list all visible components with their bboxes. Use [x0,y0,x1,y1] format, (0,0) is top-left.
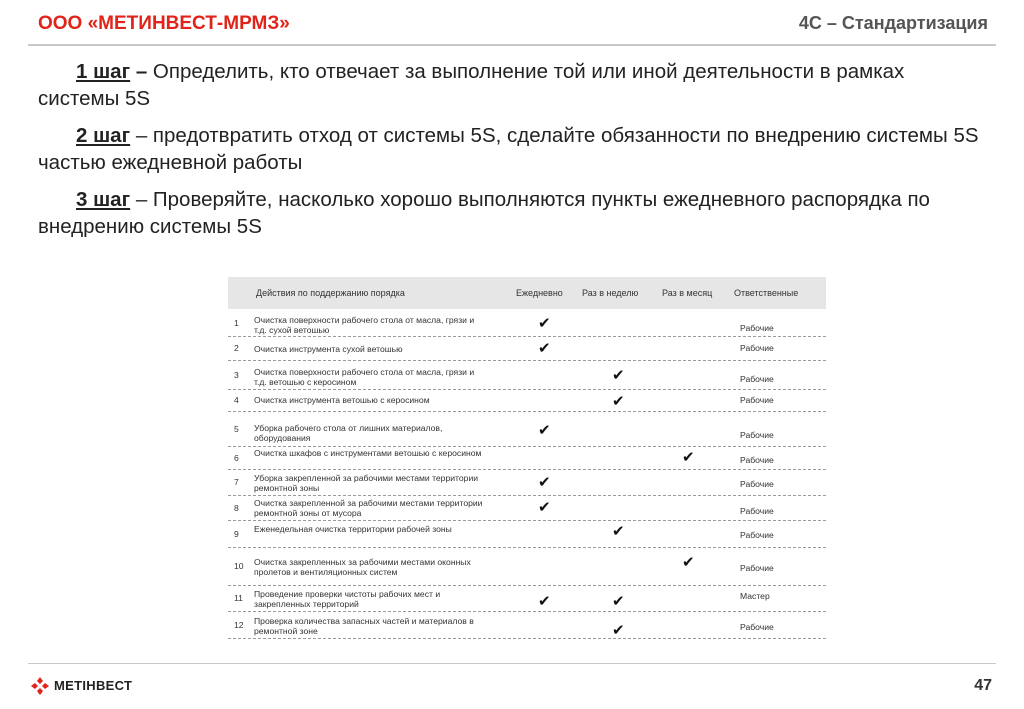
checkmark-icon: ✔ [538,422,551,439]
row-number: 8 [234,502,239,513]
step-label: 1 шаг [76,60,131,83]
logo-text: МЕТІНВЕСТ [54,678,133,693]
row-responsible: Рабочие [740,530,774,540]
col-header-responsible: Ответственные [734,288,799,298]
checkmark-icon: ✔ [538,499,551,516]
slide-header [0,0,1024,46]
footer-divider [28,663,996,664]
row-responsible: Рабочие [740,374,774,384]
table-row [228,411,826,447]
table-row [228,520,826,548]
col-header-daily: Ежедневно [516,288,563,298]
row-action-text: Уборка закрепленной за рабочими местами территории ремонтной зоны [254,473,479,493]
row-responsible: Рабочие [740,479,774,489]
checkmark-icon: ✔ [682,554,695,571]
row-responsible: Рабочие [740,323,774,333]
row-number: 4 [234,395,239,405]
step-1 [38,58,988,112]
row-responsible: Рабочие [740,395,774,405]
row-action-text: Очистка инструмента ветошью с керосином [254,395,430,405]
row-responsible: Рабочие [740,343,774,353]
row-action-text: Проверка количества запасных частей и материалов в ремонтной зоне [254,616,474,636]
table-row [228,360,826,390]
checkmark-icon: ✔ [612,593,625,610]
table-row [228,469,826,496]
page-number: 47 [974,677,992,694]
row-number: 3 [234,369,239,380]
row-action-text: Очистка поверхности рабочего стола от масла, грязи и т.д. сухой ветошью [254,315,475,335]
checkmark-icon: ✔ [538,474,551,491]
row-action-text: Уборка рабочего стола от лишних материалов, оборудования [254,423,443,443]
row-number: 5 [234,423,239,434]
step-text: Проверяйте, насколько хорошо выполняются пункты ежедневного распорядка по внедрению системы 5S [38,188,930,238]
col-header-action: Действия по поддержанию порядка [256,288,405,298]
step-text: Определить, кто отвечает за выполнение той или иной деятельности в рамках системы 5S [38,60,905,110]
step-dash: – [130,60,153,83]
table-row [228,611,826,639]
row-number: 1 [234,317,239,328]
step-dash: – [130,124,153,147]
company-name: ООО «МЕТИНВЕСТ-МРМЗ» [38,13,290,34]
checkmark-icon: ✔ [538,340,551,357]
row-number: 12 [234,619,244,630]
checkmark-icon: ✔ [612,622,625,639]
row-responsible: Рабочие [740,506,774,516]
table-row [228,389,826,412]
step-text: предотвратить отход от системы 5S, сделайте обязанности по внедрению системы 5S частью ежедневной работы [38,124,979,174]
table-row [228,495,826,521]
row-number: 7 [234,477,239,487]
checkmark-icon: ✔ [612,393,625,410]
row-responsible: Рабочие [740,622,774,632]
row-responsible: Рабочие [740,563,774,573]
table-row [228,336,826,361]
step-3 [38,186,988,240]
row-action-text: Еженедельная очистка территории рабочей зоны [254,524,452,534]
row-action-text: Очистка инструмента сухой ветошью [254,344,403,354]
row-number: 11 [234,593,243,603]
row-number: 6 [234,452,239,463]
section-title: 4С – Стандартизация [798,13,988,33]
step-label: 2 шаг [76,124,131,147]
row-action-text: Очистка закрепленной за рабочими местами территории ремонтной зоны от мусора [254,498,483,518]
row-number: 9 [234,528,239,539]
row-responsible: Рабочие [740,455,774,465]
row-number: 10 [234,561,244,571]
steps-list [38,58,988,250]
step-2 [38,122,988,176]
row-action-text: Очистка шкафов с инструментами ветошью с керосином [254,448,482,458]
row-responsible: Рабочие [740,430,774,440]
col-header-weekly: Раз в неделю [582,288,639,298]
checkmark-icon: ✔ [538,593,551,610]
row-action-text: Очистка закрепленных за рабочими местами оконных пролетов и вентиляционных систем [254,557,471,577]
header-divider [28,44,996,46]
table-row [228,309,826,337]
row-responsible: Мастер [740,591,770,601]
maintenance-schedule-table [228,277,826,638]
step-dash: – [130,188,153,211]
col-header-monthly: Раз в месяц [662,288,713,298]
checkmark-icon: ✔ [612,523,625,540]
step-label: 3 шаг [76,188,131,211]
checkmark-icon: ✔ [682,449,695,466]
metinvest-logo-icon [30,676,50,696]
row-number: 2 [234,343,239,353]
checkmark-icon: ✔ [538,315,551,332]
checkmark-icon: ✔ [612,367,625,384]
table-row [228,446,826,470]
row-action-text: Очистка поверхности рабочего стола от масла, грязи и т.д. ветошью с керосином [254,367,475,387]
row-action-text: Проведение проверки чистоты рабочих мест и закрепленных территорий [254,589,441,609]
metinvest-logo [30,676,133,696]
table-row [228,547,826,586]
table-header [228,277,826,309]
table-row [228,585,826,612]
